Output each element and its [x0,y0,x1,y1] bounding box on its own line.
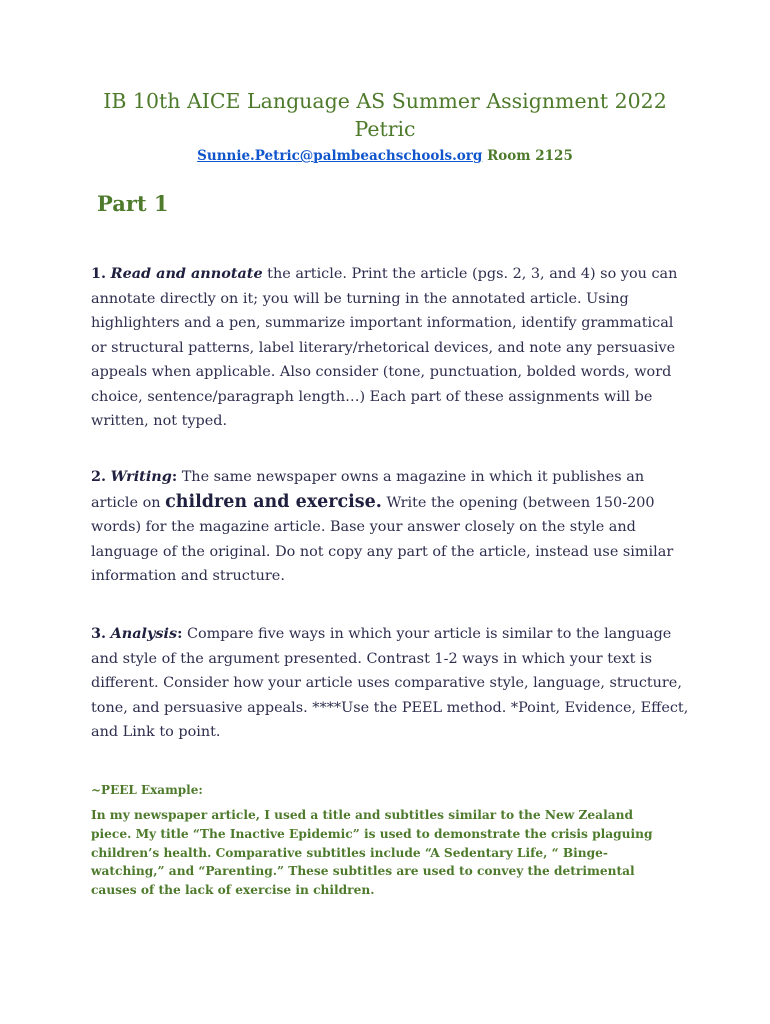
instruction-item-2 [91,465,691,589]
instruction-item-3 [91,622,691,745]
email-link[interactable]: Sunnie.Petric@palmbeachschools.org [197,148,483,164]
item-text-continued: Write the opening (between 150-200 words) for the magazine article. Base your answer closely on the style and language of the original. Do not copy any part of the article, instead use similar information and structure. [91,494,674,584]
item-colon: : [171,468,178,485]
room-number: Room 2125 [487,148,573,164]
item-text: The same newspaper owns a magazine in which it publishes an article on [91,469,645,511]
item-number: 3. [91,625,107,642]
item-number: 2. [91,468,107,485]
document-title: IB 10th AICE Language AS Summer Assignment 2022 [103,89,667,113]
document-title-author: Petric [354,117,416,141]
item-number: 1. [91,265,107,282]
item-text: Compare five ways in which your article is similar to the language and style of the argument presented. Contrast 1-2 ways in which your text is different. Consider how your article uses comparative style, language, structure, tone, and persuasive appeals. ****Use the PEEL method. *Point, Evidence, Effect, and Link to point. [91,626,689,740]
instruction-item-1 [91,262,691,434]
item-lead: Read and annotate [110,265,263,282]
part-heading: Part 1 [97,191,169,216]
peel-example-heading: ~PEEL Example: [91,783,203,797]
item-colon: : [177,625,183,642]
item-text: the article. Print the article (pgs. 2, 3, and 4) so you can annotate directly on it; you will be turning in the annotated article. Using highlighters and a pen, summarize important information, identify grammatical or structural patterns, label literary/rhetorical devices, and note any persuasive appeals when applicable. Also consider (tone, punctuation, bolded words, word choice, sentence/paragraph length…) Each part of these assignments will be written, not typed. [91,266,678,429]
contact-line [60,148,710,164]
item-lead: Analysis [110,625,178,642]
item-emphasis: children and exercise. [165,491,382,512]
item-lead: Writing [110,468,172,485]
peel-example-body: In my newspaper article, I used a title and subtitles similar to the New Zealand piece. My title “The Inactive Epidemic” is used to demonstrate the crisis plaguing children’s health. Comparative subtitles include “A Sedentary Life, “ Binge-watching,” and “Parenting.” These subtitles are used to convey the detrimental causes of the lack of exercise in children. [91,808,653,898]
